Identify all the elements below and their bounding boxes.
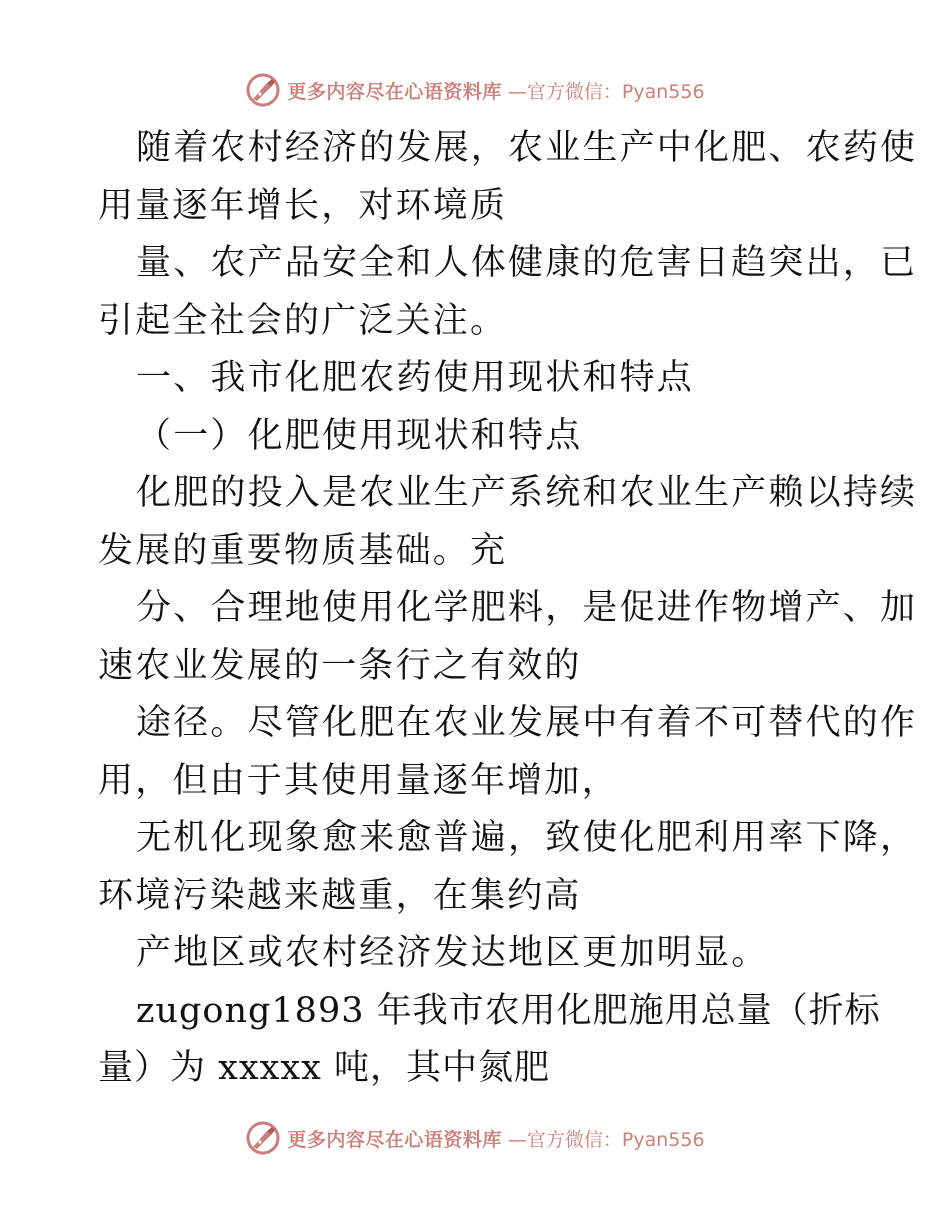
text-line: 用，但由于其使用量逐年增加， bbox=[98, 760, 619, 801]
text-line: 量）为 xxxxx 吨，其中氮肥 bbox=[98, 1048, 550, 1088]
pen-nib-circle-icon bbox=[245, 1120, 281, 1156]
footer-contact-text: —官方微信：Pyan556 bbox=[507, 1128, 705, 1151]
text-line: zugong1893 年我市农用化肥施用总量（折标 bbox=[136, 990, 881, 1031]
text-line: 引起全社会的广泛关注。 bbox=[98, 300, 508, 341]
text-line: 途径。尽管化肥在农业发展中有着不可替代的作 bbox=[136, 703, 918, 743]
header-watermark bbox=[0, 70, 950, 110]
text-line: 产地区或农村经济发达地区更加明显。 bbox=[136, 933, 769, 973]
text-line: 环境污染越来越重，在集约高 bbox=[98, 875, 582, 916]
text-line: 用量逐年增长，对环境质 bbox=[98, 185, 508, 226]
text-line: 无机化现象愈来愈普遍，致使化肥利用率下降， bbox=[136, 818, 918, 858]
text-line: 化肥的投入是农业生产系统和农业生产赖以持续 bbox=[136, 473, 918, 513]
section-heading: 一、我市化肥农药使用现状和特点 bbox=[136, 358, 695, 398]
header-brand-text: 更多内容尽在心语资料库 bbox=[287, 80, 502, 103]
subsection-heading: （一）化肥使用现状和特点 bbox=[136, 415, 583, 456]
text-line: 分、合理地使用化学肥料，是促进作物增产、加 bbox=[136, 588, 918, 628]
pen-nib-circle-icon bbox=[245, 72, 281, 108]
text-line: 随着农村经济的发展，农业生产中化肥、农药使 bbox=[136, 128, 918, 168]
document-body bbox=[98, 120, 918, 1098]
footer-watermark bbox=[0, 1118, 950, 1158]
header-contact-text: —官方微信：Pyan556 bbox=[507, 80, 705, 103]
text-line: 速农业发展的一条行之有效的 bbox=[98, 645, 582, 686]
footer-brand-text: 更多内容尽在心语资料库 bbox=[287, 1128, 502, 1151]
text-line: 量、农产品安全和人体健康的危害日趋突出，已 bbox=[136, 243, 918, 283]
text-line: 发展的重要物质基础。充 bbox=[98, 530, 508, 571]
